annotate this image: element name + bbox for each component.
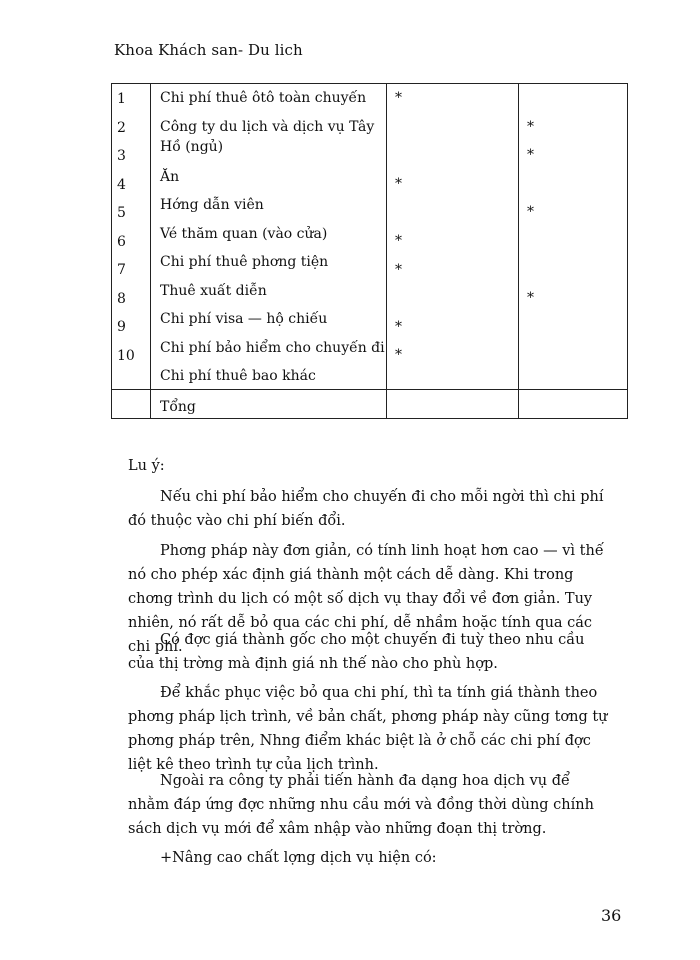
- cost-item: Chi phí thuê bao khác: [160, 368, 316, 384]
- fixed-cost-mark: *: [395, 176, 402, 192]
- table-column-divider: [386, 84, 387, 418]
- cost-item: Chi phí thuê ôtô toàn chuyến: [160, 90, 367, 106]
- cost-item: Chi phí thuê phơng tiện: [160, 254, 329, 270]
- row-number: 1: [117, 91, 126, 107]
- cost-item: Hồ (ngủ): [160, 139, 224, 155]
- cost-item: Chi phí bảo hiểm cho chuyến đi: [160, 340, 385, 356]
- fixed-cost-mark: *: [395, 233, 402, 249]
- row-number: 7: [117, 262, 126, 278]
- table-column-divider: [518, 84, 519, 418]
- total-label: Tổng: [160, 399, 196, 415]
- paragraph: [128, 769, 612, 841]
- row-number: 9: [117, 319, 126, 335]
- variable-cost-mark: *: [527, 290, 534, 306]
- cost-item: Ăn: [160, 169, 180, 185]
- paragraph: [128, 681, 612, 777]
- cost-table: [111, 83, 628, 419]
- fixed-cost-mark: *: [395, 90, 402, 106]
- paragraph: [128, 485, 612, 533]
- fixed-cost-mark: *: [395, 319, 402, 335]
- paragraph-text: Có đợc giá thành gốc cho một chuyến đi tuỳ theo nhu cầu của thị trờng mà định giá nh thế nào cho phù hợp.: [128, 632, 585, 672]
- note-heading: Lu ý:: [128, 458, 165, 474]
- row-number: 5: [117, 205, 126, 221]
- cost-item: Thuê xuất diễn: [160, 283, 267, 299]
- page-number: 36: [601, 906, 622, 925]
- row-number: 10: [117, 348, 135, 364]
- row-number: 4: [117, 177, 126, 193]
- paragraph-text: Nếu chi phí bảo hiểm cho chuyến đi cho mỗi ngời thì chi phí đó thuộc vào chi phí biến đổi.: [128, 489, 604, 529]
- paragraph: [128, 846, 612, 870]
- variable-cost-mark: *: [527, 204, 534, 220]
- paragraph-text: Để khắc phục việc bỏ qua chi phí, thì ta tính giá thành theo phơng pháp lịch trình, về bản chất, phơng pháp này cũng tơng tự phơng pháp trên, Nhng điểm khác biệt là ở chỗ các chi phí đợc liệt kê theo trình tự của lịch trình.: [128, 685, 608, 773]
- variable-cost-mark: *: [527, 119, 534, 135]
- cost-item: Vé thăm quan (vào cửa): [160, 226, 328, 242]
- cost-item: Công ty du lịch và dịch vụ Tây: [160, 119, 375, 135]
- paragraph-text: Phơng pháp này đơn giản, có tính linh hoạt hơn cao — vì thế nó cho phép xác định giá thành một cách dễ dàng. Khi trong chơng trình du lịch có một số dịch vụ thay đổi về đơn giản. Tuy nhiên, nó rất dễ bỏ qua các chi phí, dễ nhầm hoặc tính qua các chi phí.: [128, 543, 604, 655]
- table-row-divider: [112, 389, 627, 390]
- variable-cost-mark: *: [527, 147, 534, 163]
- fixed-cost-mark: *: [395, 347, 402, 363]
- row-number: 2: [117, 120, 126, 136]
- table-column-divider: [150, 84, 151, 418]
- paragraph-text: Ngoài ra công ty phải tiến hành đa dạng hoa dịch vụ để nhằm đáp ứng đợc những nhu cầu mới và đồng thời dùng chính sách dịch vụ mới để xâm nhập vào những đoạn thị trờng.: [128, 773, 594, 837]
- paragraph-text: +Nâng cao chất lợng dịch vụ hiện có:: [160, 850, 437, 866]
- paragraph: [128, 628, 612, 676]
- fixed-cost-mark: *: [395, 262, 402, 278]
- row-number: 8: [117, 291, 126, 307]
- page-header: Khoa Khách san- Du lich: [114, 41, 303, 59]
- cost-item: Hớng dẫn viên: [160, 197, 264, 213]
- row-number: 6: [117, 234, 126, 250]
- row-number: 3: [117, 148, 126, 164]
- cost-item: Chi phí visa — hộ chiếu: [160, 311, 328, 327]
